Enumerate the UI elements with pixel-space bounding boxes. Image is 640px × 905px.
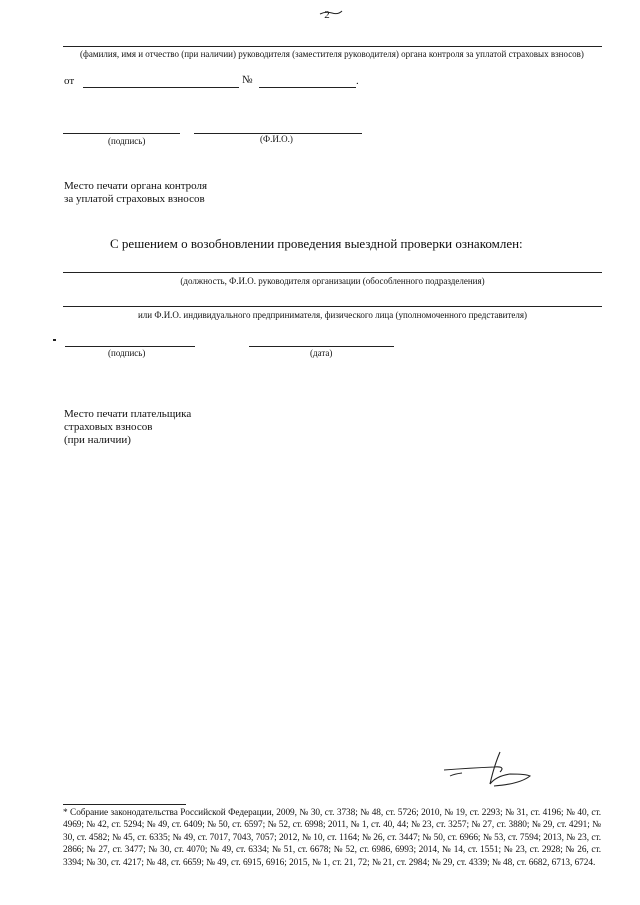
page-number: 2 <box>324 9 330 21</box>
number-sign: № <box>242 74 253 86</box>
number-field-line <box>259 87 356 88</box>
stamp-payer-line-1: Место печати плательщика <box>64 408 192 420</box>
acquainted-heading: С решением о возобновлении проведения выездной проверки ознакомлен: <box>110 236 523 251</box>
ip-line <box>63 306 602 307</box>
number-end-dot: . <box>356 75 359 87</box>
position-caption: (должность, Ф.И.О. руководителя организации (обособленного подразделения) <box>180 276 485 286</box>
stamp-control-line-2: за уплатой страховых взносов <box>64 193 205 205</box>
position-line <box>63 272 602 273</box>
footnote-text: * Собрание законодательства Российской Федерации, 2009, № 30, ст. 3738; № 48, ст. 5726; 2010, № 19, ст. 2293; № 31, ст. 4196; № 40, ст. 4969; № 42, ст. 5294; № 49, ст. 6409; № 50, ст. 6597; № 52, ст. 6998; 2011, № 1, ст. 40, 44; № 23, ст. 3257; № 27, ст. 3880; № 29, ст. 4291; № 30, ст. 4582; № 45, ст. 6335; № 49, ст. 7017, 7043, 7057; 2012, № 10, ст. 1164; № 26, ст. 3447; № 50, ст. 6966; № 53, ст. 7594; 2013, № 23, ст. 2866; № 27, ст. 3477; № 30, ст. 4070; № 49, ст. 6334; № 51, ст. 6678; № 52, ст. 6986, 6993; 2014, № 14, ст. 1551; № 23, ст. 2928; № 26, ст. 3394; № 30, ст. 4217; № 48, ст. 6659; № 49, ст. 6915, 6916; 2015, № 1, ст. 21, 72; № 21, ст. 2984; № 29, ст. 4339; № 48, ст. 6682, 6713, 6724. <box>63 808 601 868</box>
ip-caption: или Ф.И.О. индивидуального предпринимателя, физического лица (уполномоченного представителя) <box>137 310 528 320</box>
stamp-payer-line-2: страховых взносов <box>64 421 153 433</box>
date-line <box>249 346 394 347</box>
from-label: от <box>64 75 75 87</box>
footnote-separator <box>63 804 186 805</box>
signature-caption-2: (подпись) <box>108 348 146 358</box>
signature-caption-1: (подпись) <box>108 136 146 146</box>
stamp-payer-line-3: (при наличии) <box>64 434 131 446</box>
stamp-control-line-1: Место печати органа контроля <box>64 180 208 192</box>
stray-dot <box>53 339 56 341</box>
head-caption: (фамилия, имя и отчество (при наличии) руководителя (заместителя руководителя) органа контроля за уплатой страховых взносов) <box>80 49 584 59</box>
handwritten-signature <box>440 748 540 793</box>
date-caption: (дата) <box>310 348 333 358</box>
signature-line-2 <box>65 346 195 347</box>
page-number-strike-mark <box>318 8 344 18</box>
head-line <box>63 46 602 47</box>
signature-line-1 <box>63 133 180 134</box>
date-field-line <box>83 87 239 88</box>
fio-caption: (Ф.И.О.) <box>260 134 293 144</box>
